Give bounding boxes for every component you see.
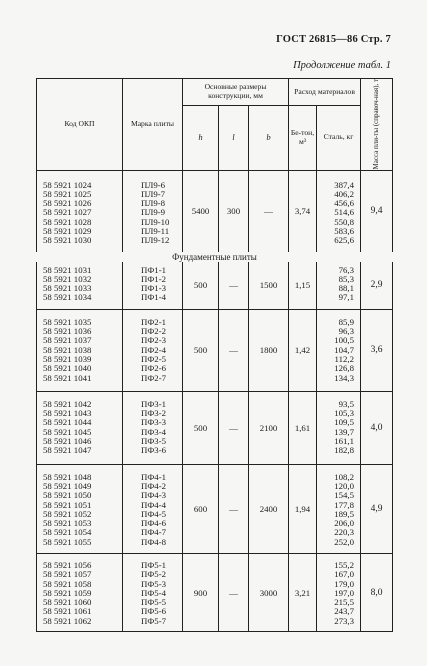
okp-code-value: 58 5921 1051 <box>43 499 92 510</box>
col-header-concrete: Бе-тон, м³ <box>289 106 317 171</box>
okp-code-value: 58 5921 1042 <box>43 398 92 409</box>
okp-code-value: 58 5921 1027 <box>43 207 92 218</box>
dim-l-value: — <box>219 554 249 632</box>
okp-code-value: 58 5921 1062 <box>43 615 92 626</box>
okp-code-value: 58 5921 1049 <box>43 480 92 491</box>
dim-b-value: 3000 <box>249 554 289 632</box>
col-header-l: l <box>219 106 249 171</box>
okp-code-value: 58 5921 1058 <box>43 578 92 589</box>
steel-value: 406,2 <box>334 188 355 199</box>
steel-value: 109,5 <box>334 417 355 428</box>
okp-code-value: 58 5921 1026 <box>43 198 92 209</box>
table-continuation-label: Продолжение табл. 1 <box>293 60 391 71</box>
steel-cell <box>317 262 361 310</box>
dim-b-value: 2400 <box>249 464 289 553</box>
plate-mark-value: ПФ2-3 <box>141 335 167 346</box>
okp-code-value: 58 5921 1047 <box>43 445 92 456</box>
col-header-steel: Сталь, кг <box>317 106 361 171</box>
steel-value: 76,3 <box>338 264 355 275</box>
okp-code-value: 58 5921 1054 <box>43 527 92 538</box>
steel-value: 126,8 <box>334 363 355 374</box>
concrete-value: 3,21 <box>289 554 317 632</box>
steel-value: 387,4 <box>334 179 355 190</box>
dim-h-value: 500 <box>183 262 219 310</box>
plate-mark-value: ПЛ9-11 <box>141 225 170 236</box>
okp-code-value: 58 5921 1034 <box>43 292 92 303</box>
steel-value: 220,3 <box>334 527 355 538</box>
steel-value: 550,8 <box>334 216 355 227</box>
okp-code-value: 58 5921 1037 <box>43 335 92 346</box>
okp-code-value: 58 5921 1028 <box>43 216 92 227</box>
plate-mark-value: ПФ5-5 <box>141 597 167 608</box>
concrete-value: 1,42 <box>289 309 317 391</box>
steel-value: 97,1 <box>338 292 355 303</box>
table-row <box>37 170 393 252</box>
plate-mark-value: ПФ5-3 <box>141 578 167 589</box>
col-header-materials: Расход материалов <box>289 79 361 106</box>
mass-value: 2,9 <box>361 262 393 310</box>
plate-mark-value: ПФ4-5 <box>141 508 167 519</box>
mass-value: 8,0 <box>361 554 393 632</box>
steel-value: 161,1 <box>334 436 355 447</box>
dim-h-value: 5400 <box>183 170 219 252</box>
plate-mark-value: ПФ4-1 <box>141 471 167 482</box>
steel-value: 154,5 <box>334 490 355 501</box>
okp-code-cell <box>37 170 123 252</box>
okp-code-value: 58 5921 1030 <box>43 235 92 246</box>
okp-code-value: 58 5921 1048 <box>43 471 92 482</box>
plate-mark-value: ПФ1-1 <box>141 264 167 275</box>
okp-code-value: 58 5921 1057 <box>43 569 92 580</box>
plate-mark-value: ПФ2-4 <box>141 344 167 355</box>
okp-code-value: 58 5921 1040 <box>43 363 92 374</box>
plate-mark-cell <box>123 170 183 252</box>
steel-value: 514,6 <box>334 207 355 218</box>
okp-code-value: 58 5921 1046 <box>43 436 92 447</box>
col-header-mark: Марка плиты <box>123 79 183 171</box>
okp-code-value: 58 5921 1031 <box>43 264 92 275</box>
okp-code-value: 58 5921 1036 <box>43 326 92 337</box>
steel-cell <box>317 309 361 391</box>
plate-mark-cell <box>123 309 183 391</box>
okp-code-cell <box>37 554 123 632</box>
steel-value: 96,3 <box>338 326 355 337</box>
dim-b-value: — <box>249 170 289 252</box>
okp-code-value: 58 5921 1039 <box>43 353 92 364</box>
steel-value: 215,5 <box>334 597 355 608</box>
table-row <box>37 262 393 310</box>
plate-mark-value: ПЛ9-12 <box>141 235 170 246</box>
steel-value: 625,6 <box>334 235 355 246</box>
plate-mark-value: ПФ4-3 <box>141 490 167 501</box>
dim-l-value: — <box>219 309 249 391</box>
plates-table <box>36 78 393 632</box>
table-row <box>37 309 393 391</box>
plate-mark-cell <box>123 262 183 310</box>
plate-mark-value: ПФ4-7 <box>141 527 167 538</box>
okp-code-value: 58 5921 1059 <box>43 587 92 598</box>
plate-mark-value: ПФ5-1 <box>141 560 167 570</box>
dim-b-value: 1500 <box>249 262 289 310</box>
steel-value: 189,5 <box>334 508 355 519</box>
okp-code-value: 58 5921 1055 <box>43 536 92 547</box>
plate-mark-value: ПФ3-2 <box>141 408 167 419</box>
plate-mark-value: ПФ5-6 <box>141 606 167 617</box>
steel-value: 105,3 <box>334 408 355 419</box>
plate-mark-value: ПФ3-4 <box>141 426 167 437</box>
dim-h-value: 600 <box>183 464 219 553</box>
steel-cell <box>317 464 361 553</box>
mass-value: 9,4 <box>361 170 393 252</box>
mass-value: 3,6 <box>361 309 393 391</box>
steel-value: 85,9 <box>338 316 355 327</box>
plate-mark-value: ПФ2-2 <box>141 326 167 337</box>
steel-value: 88,1 <box>338 283 355 294</box>
steel-value: 179,0 <box>334 578 355 589</box>
concrete-value: 1,94 <box>289 464 317 553</box>
steel-value: 139,7 <box>334 426 355 437</box>
table-row <box>37 554 393 632</box>
plate-mark-value: ПФ2-5 <box>141 353 167 364</box>
okp-code-value: 58 5921 1041 <box>43 372 92 383</box>
steel-value: 206,0 <box>334 518 355 529</box>
plate-mark-value: ПФ4-2 <box>141 480 167 491</box>
table-row <box>37 464 393 553</box>
okp-code-value: 58 5921 1035 <box>43 316 92 327</box>
steel-value: 197,0 <box>334 587 355 598</box>
steel-value: 177,8 <box>334 499 355 510</box>
steel-value: 182,8 <box>334 445 355 456</box>
okp-code-value: 58 5921 1029 <box>43 225 92 236</box>
okp-code-value: 58 5921 1032 <box>43 273 92 284</box>
okp-code-value: 58 5921 1033 <box>43 283 92 294</box>
dim-h-value: 900 <box>183 554 219 632</box>
plate-mark-value: ПФ5-2 <box>141 569 167 580</box>
concrete-value: 1,15 <box>289 262 317 310</box>
col-header-b: b <box>249 106 289 171</box>
page-header: ГОСТ 26815—86 Стр. 7 <box>276 34 391 45</box>
plate-mark-value: ПФ2-6 <box>141 363 167 374</box>
plate-mark-value: ПФ3-6 <box>141 445 167 456</box>
okp-code-value: 58 5921 1024 <box>43 179 92 190</box>
plate-mark-cell <box>123 554 183 632</box>
concrete-value: 1,61 <box>289 391 317 464</box>
plate-mark-value: ПФ1-4 <box>141 292 167 303</box>
section-title: Фундаментные плиты <box>172 251 257 262</box>
col-header-h: h <box>183 106 219 171</box>
steel-value: 252,0 <box>334 536 355 547</box>
okp-code-value: 58 5921 1060 <box>43 597 92 608</box>
plate-mark-value: ПФ5-7 <box>141 615 167 626</box>
plate-mark-value: ПФ3-5 <box>141 436 167 447</box>
col-header-dims: Основные размеры конструкции, мм <box>183 79 289 106</box>
concrete-value: 3,74 <box>289 170 317 252</box>
plate-mark-value: ПЛ9-10 <box>141 216 170 227</box>
table-row <box>37 391 393 464</box>
okp-code-value: 58 5921 1061 <box>43 606 92 617</box>
plate-mark-value: ПФ1-3 <box>141 283 167 294</box>
dim-l-value: 300 <box>219 170 249 252</box>
okp-code-value: 58 5921 1044 <box>43 417 92 428</box>
steel-value: 112,2 <box>334 353 355 364</box>
steel-value: 167,0 <box>334 569 355 580</box>
steel-cell <box>317 391 361 464</box>
steel-cell <box>317 170 361 252</box>
dim-l-value: — <box>219 262 249 310</box>
plate-mark-value: ПФ4-4 <box>141 499 167 510</box>
dim-b-value: 1800 <box>249 309 289 391</box>
steel-value: 583,6 <box>334 225 355 236</box>
okp-code-cell <box>37 309 123 391</box>
okp-code-value: 58 5921 1045 <box>43 426 92 437</box>
steel-value: 93,5 <box>338 398 355 409</box>
plate-mark-value: ПФ4-6 <box>141 518 167 529</box>
okp-code-value: 58 5921 1043 <box>43 408 92 419</box>
plate-mark-value: ПФ5-4 <box>141 587 167 598</box>
steel-value: 100,5 <box>334 335 355 346</box>
mass-value: 4,0 <box>361 391 393 464</box>
plate-mark-value: ПЛ9-9 <box>141 207 166 218</box>
steel-value: 243,7 <box>334 606 355 617</box>
steel-value: 108,2 <box>334 471 355 482</box>
steel-value: 120,0 <box>334 480 355 491</box>
okp-code-cell <box>37 391 123 464</box>
plate-mark-value: ПЛ9-6 <box>141 179 166 190</box>
col-header-code: Код ОКП <box>37 79 123 171</box>
dim-l-value: — <box>219 464 249 553</box>
steel-value: 456,6 <box>334 198 355 209</box>
plate-mark-value: ПЛ9-7 <box>141 188 166 199</box>
plate-mark-value: ПФ2-7 <box>141 372 167 383</box>
steel-value: 155,2 <box>334 560 355 570</box>
mass-value: 4,9 <box>361 464 393 553</box>
plate-mark-value: ПФ2-1 <box>141 316 167 327</box>
plate-mark-value: ПФ3-1 <box>141 398 167 409</box>
okp-code-value: 58 5921 1056 <box>43 560 92 570</box>
okp-code-value: 58 5921 1053 <box>43 518 92 529</box>
dim-h-value: 500 <box>183 309 219 391</box>
plate-mark-cell <box>123 391 183 464</box>
okp-code-value: 58 5921 1052 <box>43 508 92 519</box>
dim-h-value: 500 <box>183 391 219 464</box>
plate-mark-value: ПФ3-3 <box>141 417 167 428</box>
plate-mark-value: ПФ4-8 <box>141 536 167 547</box>
plate-mark-value: ПЛ9-8 <box>141 198 166 209</box>
dim-b-value: 2100 <box>249 391 289 464</box>
steel-value: 273,3 <box>334 615 355 626</box>
okp-code-cell <box>37 464 123 553</box>
steel-value: 104,7 <box>334 344 355 355</box>
okp-code-cell <box>37 262 123 310</box>
dim-l-value: — <box>219 391 249 464</box>
col-header-mass: Масса пли-ты (справоч-ная), т <box>361 79 393 171</box>
steel-value: 134,3 <box>334 372 355 383</box>
plate-mark-cell <box>123 464 183 553</box>
plate-mark-value: ПФ1-2 <box>141 273 167 284</box>
okp-code-value: 58 5921 1038 <box>43 344 92 355</box>
steel-value: 85,3 <box>338 273 355 284</box>
okp-code-value: 58 5921 1050 <box>43 490 92 501</box>
steel-cell <box>317 554 361 632</box>
okp-code-value: 58 5921 1025 <box>43 188 92 199</box>
